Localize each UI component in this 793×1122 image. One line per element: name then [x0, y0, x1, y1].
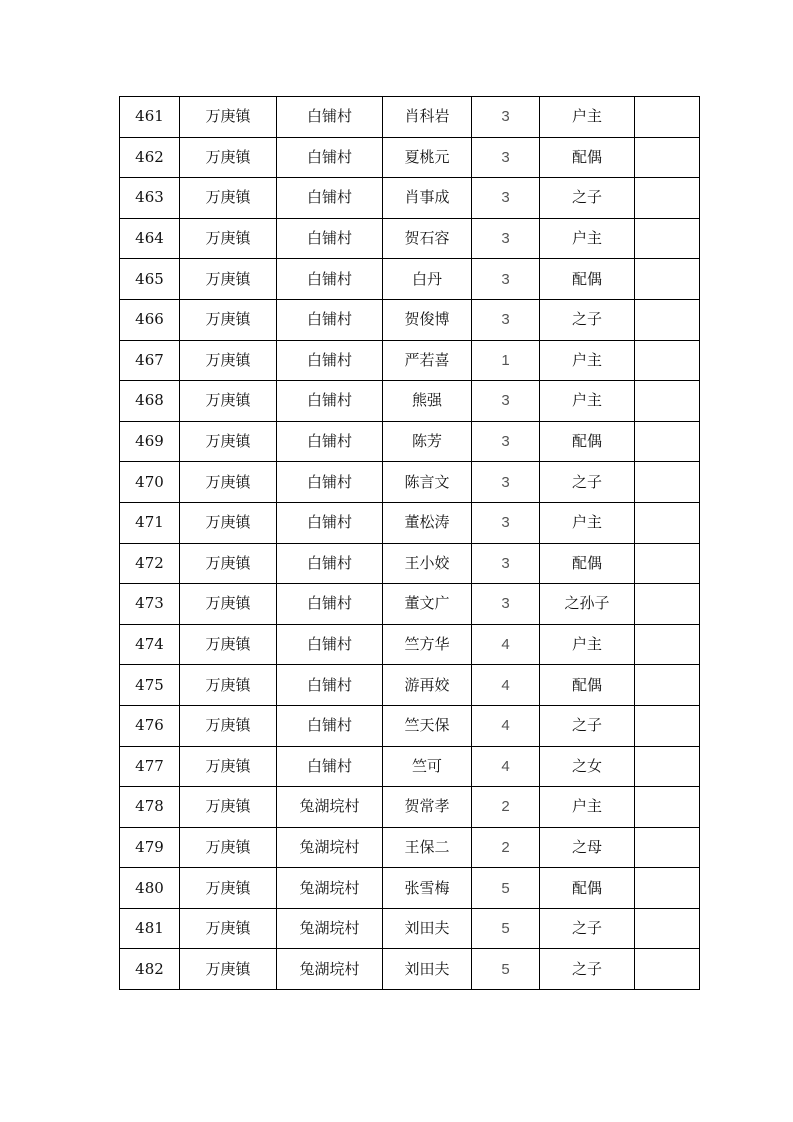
table-row [120, 259, 700, 300]
town-cell: 万庚镇 [180, 259, 277, 300]
household-count-cell: 4 [472, 665, 540, 706]
note-cell [635, 868, 700, 909]
person-name-cell: 游再姣 [383, 665, 472, 706]
person-name-cell: 刘田夫 [383, 908, 472, 949]
person-name-cell: 熊强 [383, 381, 472, 422]
seq-cell: 473 [120, 584, 180, 625]
household-count-cell: 4 [472, 746, 540, 787]
household-count-cell: 2 [472, 787, 540, 828]
relation-cell: 户主 [540, 218, 635, 259]
village-cell: 兔湖垸村 [277, 908, 383, 949]
village-cell: 白铺村 [277, 137, 383, 178]
town-cell: 万庚镇 [180, 868, 277, 909]
village-cell: 白铺村 [277, 259, 383, 300]
household-count-cell: 3 [472, 218, 540, 259]
village-cell: 白铺村 [277, 584, 383, 625]
relation-cell: 户主 [540, 787, 635, 828]
relation-cell: 之子 [540, 949, 635, 990]
note-cell [635, 97, 700, 138]
relation-cell: 之子 [540, 178, 635, 219]
village-cell: 兔湖垸村 [277, 787, 383, 828]
household-count-cell: 2 [472, 827, 540, 868]
note-cell [635, 949, 700, 990]
household-count-cell: 4 [472, 705, 540, 746]
town-cell: 万庚镇 [180, 340, 277, 381]
note-cell [635, 178, 700, 219]
seq-cell: 462 [120, 137, 180, 178]
person-name-cell: 贺俊博 [383, 299, 472, 340]
relation-cell: 之子 [540, 299, 635, 340]
seq-cell: 467 [120, 340, 180, 381]
household-count-cell: 3 [472, 381, 540, 422]
note-cell [635, 462, 700, 503]
relation-cell: 户主 [540, 624, 635, 665]
table-row [120, 543, 700, 584]
table-row [120, 178, 700, 219]
town-cell: 万庚镇 [180, 908, 277, 949]
seq-cell: 469 [120, 421, 180, 462]
person-name-cell: 张雪梅 [383, 868, 472, 909]
town-cell: 万庚镇 [180, 584, 277, 625]
village-cell: 兔湖垸村 [277, 949, 383, 990]
seq-cell: 470 [120, 462, 180, 503]
table-row [120, 665, 700, 706]
note-cell [635, 421, 700, 462]
village-cell: 白铺村 [277, 218, 383, 259]
relation-cell: 之孙子 [540, 584, 635, 625]
table-row [120, 502, 700, 543]
village-cell: 白铺村 [277, 665, 383, 706]
relation-cell: 之女 [540, 746, 635, 787]
seq-cell: 463 [120, 178, 180, 219]
village-cell: 白铺村 [277, 502, 383, 543]
village-cell: 兔湖垸村 [277, 827, 383, 868]
household-count-cell: 3 [472, 543, 540, 584]
town-cell: 万庚镇 [180, 178, 277, 219]
person-name-cell: 董松涛 [383, 502, 472, 543]
town-cell: 万庚镇 [180, 543, 277, 584]
person-name-cell: 董文广 [383, 584, 472, 625]
seq-cell: 464 [120, 218, 180, 259]
note-cell [635, 299, 700, 340]
village-cell: 白铺村 [277, 178, 383, 219]
town-cell: 万庚镇 [180, 137, 277, 178]
village-cell: 白铺村 [277, 421, 383, 462]
person-name-cell: 贺石容 [383, 218, 472, 259]
household-count-cell: 5 [472, 949, 540, 990]
town-cell: 万庚镇 [180, 624, 277, 665]
village-cell: 兔湖垸村 [277, 868, 383, 909]
seq-cell: 479 [120, 827, 180, 868]
note-cell [635, 502, 700, 543]
town-cell: 万庚镇 [180, 787, 277, 828]
seq-cell: 478 [120, 787, 180, 828]
table-row [120, 584, 700, 625]
roster-body [120, 97, 700, 990]
town-cell: 万庚镇 [180, 218, 277, 259]
seq-cell: 472 [120, 543, 180, 584]
town-cell: 万庚镇 [180, 381, 277, 422]
table-row [120, 746, 700, 787]
seq-cell: 476 [120, 705, 180, 746]
relation-cell: 之子 [540, 705, 635, 746]
household-count-cell: 5 [472, 868, 540, 909]
table-row [120, 827, 700, 868]
note-cell [635, 137, 700, 178]
relation-cell: 户主 [540, 97, 635, 138]
seq-cell: 461 [120, 97, 180, 138]
household-count-cell: 3 [472, 584, 540, 625]
relation-cell: 户主 [540, 502, 635, 543]
person-name-cell: 肖事成 [383, 178, 472, 219]
note-cell [635, 827, 700, 868]
relation-cell: 配偶 [540, 259, 635, 300]
relation-cell: 户主 [540, 340, 635, 381]
village-cell: 白铺村 [277, 705, 383, 746]
person-name-cell: 竺天保 [383, 705, 472, 746]
seq-cell: 471 [120, 502, 180, 543]
household-count-cell: 4 [472, 624, 540, 665]
town-cell: 万庚镇 [180, 502, 277, 543]
relation-cell: 配偶 [540, 868, 635, 909]
relation-cell: 配偶 [540, 543, 635, 584]
town-cell: 万庚镇 [180, 421, 277, 462]
table-row [120, 705, 700, 746]
household-count-cell: 5 [472, 908, 540, 949]
table-row [120, 381, 700, 422]
household-count-cell: 3 [472, 421, 540, 462]
relation-cell: 之子 [540, 462, 635, 503]
seq-cell: 480 [120, 868, 180, 909]
person-name-cell: 严若喜 [383, 340, 472, 381]
village-cell: 白铺村 [277, 340, 383, 381]
table-row [120, 97, 700, 138]
town-cell: 万庚镇 [180, 746, 277, 787]
person-name-cell: 陈芳 [383, 421, 472, 462]
person-name-cell: 贺常孝 [383, 787, 472, 828]
table-row [120, 137, 700, 178]
household-count-cell: 3 [472, 502, 540, 543]
note-cell [635, 584, 700, 625]
relation-cell: 配偶 [540, 137, 635, 178]
relation-cell: 配偶 [540, 421, 635, 462]
seq-cell: 466 [120, 299, 180, 340]
person-name-cell: 肖科岩 [383, 97, 472, 138]
relation-cell: 配偶 [540, 665, 635, 706]
village-cell: 白铺村 [277, 381, 383, 422]
note-cell [635, 381, 700, 422]
town-cell: 万庚镇 [180, 665, 277, 706]
person-name-cell: 王小姣 [383, 543, 472, 584]
table-row [120, 340, 700, 381]
village-cell: 白铺村 [277, 97, 383, 138]
table-row [120, 421, 700, 462]
relation-cell: 之子 [540, 908, 635, 949]
seq-cell: 477 [120, 746, 180, 787]
relation-cell: 户主 [540, 381, 635, 422]
seq-cell: 474 [120, 624, 180, 665]
town-cell: 万庚镇 [180, 299, 277, 340]
person-name-cell: 竺方华 [383, 624, 472, 665]
household-count-cell: 3 [472, 299, 540, 340]
seq-cell: 475 [120, 665, 180, 706]
person-name-cell: 陈言文 [383, 462, 472, 503]
table-row [120, 908, 700, 949]
village-cell: 白铺村 [277, 624, 383, 665]
seq-cell: 481 [120, 908, 180, 949]
note-cell [635, 787, 700, 828]
person-name-cell: 竺可 [383, 746, 472, 787]
village-cell: 白铺村 [277, 543, 383, 584]
household-count-cell: 1 [472, 340, 540, 381]
note-cell [635, 259, 700, 300]
person-name-cell: 夏桃元 [383, 137, 472, 178]
note-cell [635, 746, 700, 787]
village-cell: 白铺村 [277, 462, 383, 503]
village-cell: 白铺村 [277, 746, 383, 787]
household-count-cell: 3 [472, 259, 540, 300]
table-row [120, 218, 700, 259]
town-cell: 万庚镇 [180, 97, 277, 138]
town-cell: 万庚镇 [180, 827, 277, 868]
town-cell: 万庚镇 [180, 949, 277, 990]
note-cell [635, 340, 700, 381]
seq-cell: 465 [120, 259, 180, 300]
note-cell [635, 705, 700, 746]
note-cell [635, 908, 700, 949]
town-cell: 万庚镇 [180, 462, 277, 503]
person-name-cell: 刘田夫 [383, 949, 472, 990]
person-name-cell: 白丹 [383, 259, 472, 300]
table-row [120, 299, 700, 340]
table-row [120, 462, 700, 503]
household-count-cell: 3 [472, 178, 540, 219]
table-row [120, 949, 700, 990]
household-count-cell: 3 [472, 97, 540, 138]
table-row [120, 787, 700, 828]
note-cell [635, 665, 700, 706]
table-row [120, 624, 700, 665]
roster-table [119, 96, 700, 990]
town-cell: 万庚镇 [180, 705, 277, 746]
household-count-cell: 3 [472, 462, 540, 503]
note-cell [635, 543, 700, 584]
table-row [120, 868, 700, 909]
village-cell: 白铺村 [277, 299, 383, 340]
person-name-cell: 王保二 [383, 827, 472, 868]
household-count-cell: 3 [472, 137, 540, 178]
note-cell [635, 218, 700, 259]
relation-cell: 之母 [540, 827, 635, 868]
seq-cell: 468 [120, 381, 180, 422]
seq-cell: 482 [120, 949, 180, 990]
note-cell [635, 624, 700, 665]
